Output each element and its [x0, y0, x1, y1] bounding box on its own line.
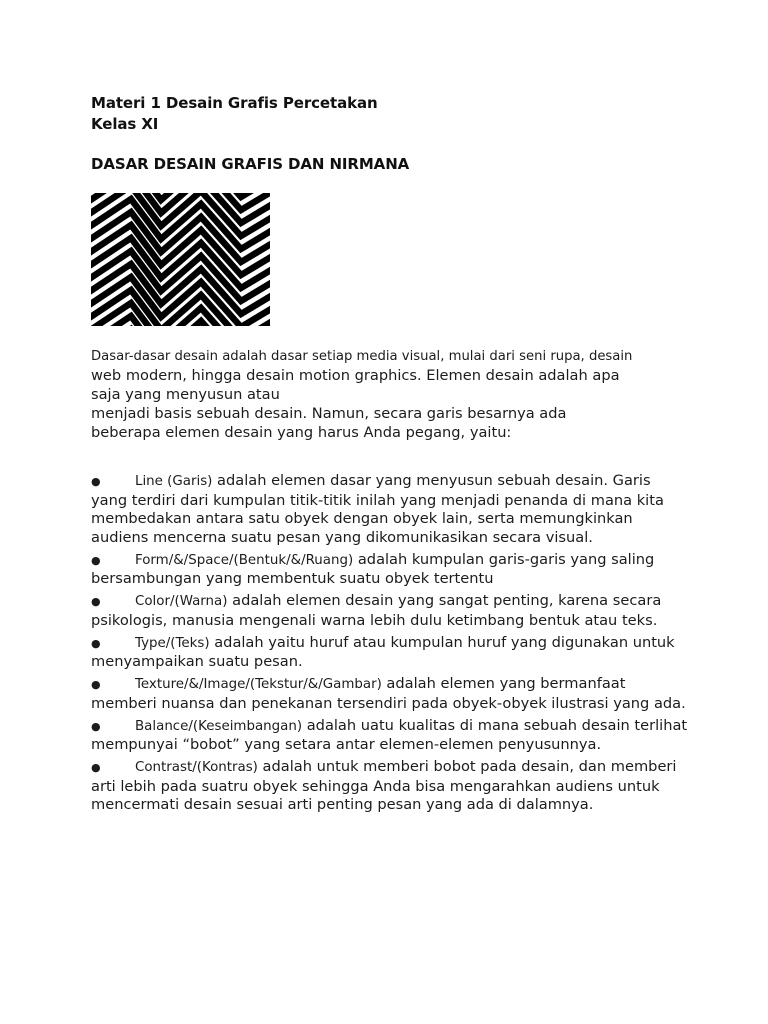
list-item — [91, 634, 691, 672]
intro-line-5: beberapa elemen desain yang harus Anda pegang, yaitu: — [91, 424, 512, 441]
intro-paragraph — [91, 346, 681, 442]
list-item — [91, 592, 691, 630]
element-term: Form/&/Space/(Bentuk/&/Ruang) — [135, 552, 354, 568]
element-description: adalah elemen desain yang sangat penting, karena secara psikologis, manusia mengenali warna lebih dulu ketimbang bentuk atau teks. — [91, 592, 662, 629]
bullet-icon: ● — [91, 719, 101, 733]
element-term: Balance/(Keseimbangan) — [135, 718, 303, 734]
element-term: Contrast/(Kontras) — [135, 760, 258, 776]
intro-line-4: menjadi basis sebuah desain. Namun, secara garis besarnya ada — [91, 405, 567, 422]
bullet-icon: ● — [91, 761, 101, 775]
bullet-icon: ● — [91, 553, 101, 567]
bullet-icon: ● — [91, 595, 101, 609]
element-description: adalah yaitu huruf atau kumpulan huruf yang digunakan untuk menyampaikan suatu pesan. — [91, 633, 675, 671]
bullet-icon: ● — [91, 475, 101, 488]
element-term: Type/(Teks) — [135, 635, 210, 651]
design-elements-list — [91, 472, 691, 818]
document-title: Materi 1 Desain Grafis Percetakan — [91, 94, 378, 112]
list-item — [91, 472, 691, 547]
element-term: Line (Garis) — [135, 474, 213, 489]
intro-line-1: Dasar-dasar desain adalah dasar setiap media visual, mulai dari seni rupa, desain — [91, 349, 633, 364]
intro-line-3: saja yang menyusun atau — [91, 386, 280, 403]
element-description: adalah elemen dasar yang menyusun sebuah desain. Garis yang terdiri dari kumpulan titik-titik inilah yang menjadi penanda di mana kita membedakan antara satu obyek dengan obyek lain, serta memungkinkan audiens mencerna suatu pesan yang dikomunikasikan secara visual. — [91, 472, 664, 546]
list-item — [91, 675, 691, 713]
bullet-icon: ● — [91, 678, 101, 692]
element-description: adalah elemen yang bermanfaat memberi nuansa dan penekanan tersendiri pada obyek-obyek ilustrasi yang ada. — [91, 675, 686, 712]
list-item — [91, 758, 691, 815]
bullet-icon: ● — [91, 636, 101, 650]
class-label: Kelas XI — [91, 115, 159, 133]
intro-line-2: web modern, hingga desain motion graphics. Elemen desain adalah apa — [91, 367, 620, 384]
element-term: Texture/&/Image/(Tekstur/&/Gambar) — [135, 677, 382, 693]
element-description: adalah uatu kualitas di mana sebuah desain terlihat mempunyai “bobot” yang setara antar elemen-elemen penyusunnya. — [91, 716, 688, 754]
nirmana-zigzag-illustration — [91, 193, 270, 326]
element-term: Color/(Warna) — [135, 594, 228, 610]
list-item — [91, 551, 691, 589]
element-description: adalah kumpulan garis-garis yang saling bersambungan yang membentuk suatu obyek tertentu — [91, 550, 655, 588]
list-item — [91, 717, 691, 755]
element-description: adalah untuk memberi bobot pada desain, dan memberi arti lebih pada suatru obyek sehingga Anda bisa mengarahkan audiens untuk mencermati desain sesuai arti penting pesan yang ada di dalamnya. — [91, 758, 677, 814]
section-title: DASAR DESAIN GRAFIS DAN NIRMANA — [91, 155, 410, 173]
